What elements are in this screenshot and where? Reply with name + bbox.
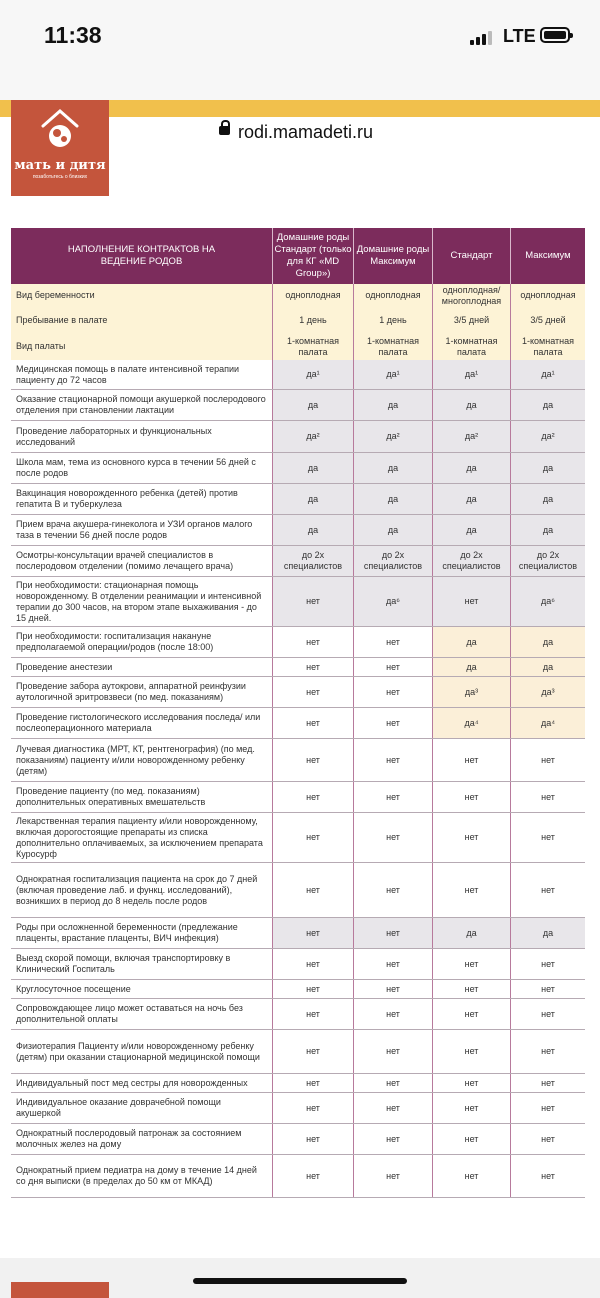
row-value: 1 день <box>353 307 432 333</box>
row-value: нет <box>510 949 585 979</box>
row-label: При необходимости: стационарная помощь новорожденному. В отделении реанимации и интенсивной терапии до 300 часов, на втором этапе выхаживания - до 15 дней. <box>16 579 262 623</box>
row-value: нет <box>510 739 585 781</box>
table-header <box>11 228 585 284</box>
row-label: Однократный послеродовый патронаж за состоянием молочных желез на дому <box>16 1128 242 1149</box>
table-row <box>11 484 585 515</box>
row-value: нет <box>272 1030 353 1073</box>
row-value: нет <box>432 980 510 998</box>
row-value: нет <box>272 999 353 1029</box>
row-value: нет <box>272 627 353 657</box>
table-body <box>11 284 585 1198</box>
row-value: 3/5 дней <box>510 307 585 333</box>
row-value: нет <box>432 1074 510 1092</box>
row-value: нет <box>272 677 353 707</box>
header-cell: Максимум <box>510 228 585 284</box>
row-value: нет <box>272 949 353 979</box>
row-value: нет <box>272 863 353 917</box>
row-value: да <box>353 390 432 420</box>
table-row <box>11 421 585 453</box>
row-value: да¹ <box>272 360 353 389</box>
home-indicator[interactable] <box>193 1278 407 1284</box>
row-value: нет <box>510 1074 585 1092</box>
table-row <box>11 307 585 333</box>
row-value: 1-комнатная палата <box>432 333 510 360</box>
row-value: нет <box>432 1155 510 1197</box>
row-value: да <box>353 515 432 545</box>
row-value: нет <box>353 782 432 812</box>
row-label: Проведение пациенту (по мед. показаниям) дополнительных оперативных вмешательств <box>16 786 206 807</box>
row-value: да <box>432 918 510 948</box>
row-value: нет <box>353 1093 432 1123</box>
row-label: Прием врача акушера-гинеколога и УЗИ органов малого таза в течении 56 дней после родов <box>16 519 253 540</box>
table-row <box>11 980 585 999</box>
row-label: Индивидуальный пост мед сестры для новорожденных <box>16 1077 248 1088</box>
logo[interactable] <box>11 100 109 196</box>
row-value: да <box>272 453 353 483</box>
row-value: да² <box>432 421 510 452</box>
row-value: нет <box>432 577 510 626</box>
row-label: Однократная госпитализация пациента на срок до 7 дней (включая проведение лаб. и функц. исследований), возникших в период до 8 недель после родов <box>16 873 258 906</box>
table-row <box>11 1155 585 1198</box>
row-value: да <box>432 658 510 676</box>
table-row <box>11 1093 585 1124</box>
table-row <box>11 677 585 708</box>
row-value: нет <box>510 980 585 998</box>
row-value: нет <box>272 1155 353 1197</box>
table-row <box>11 627 585 658</box>
table-row <box>11 1074 585 1093</box>
row-value: да <box>353 453 432 483</box>
table-row <box>11 813 585 863</box>
table-row <box>11 333 585 360</box>
row-value: нет <box>510 1030 585 1073</box>
row-value: да <box>272 515 353 545</box>
table-row <box>11 739 585 782</box>
row-value: да¹ <box>510 360 585 389</box>
row-label: Роды при осложненной беременности (предлежание плаценты, врастание плаценты, ВИЧ инфекция) <box>16 922 238 943</box>
row-value: да <box>353 484 432 514</box>
row-value: нет <box>353 1124 432 1154</box>
row-value: до 2х специалистов <box>272 546 353 576</box>
house-heart-icon <box>39 106 81 156</box>
row-value: да <box>432 390 510 420</box>
row-value: нет <box>272 1074 353 1092</box>
row-value: 1-комнатная палата <box>272 333 353 360</box>
header-cell: Домашние роды Максимум <box>353 228 432 284</box>
row-label: Однократный прием педиатра на дому в течение 14 дней со дня выписки (в пределах до 50 км от МКАД) <box>16 1165 257 1186</box>
row-label: Выезд скорой помощи, включая транспортировку в Клинический Госпиталь <box>16 953 231 974</box>
logo-footer <box>11 1282 109 1298</box>
row-value: нет <box>510 782 585 812</box>
row-value: да <box>510 390 585 420</box>
row-value: да¹ <box>353 360 432 389</box>
row-value: да³ <box>432 677 510 707</box>
row-value: нет <box>510 1093 585 1123</box>
row-value: нет <box>353 999 432 1029</box>
row-value: да⁴ <box>510 708 585 738</box>
row-value: нет <box>353 658 432 676</box>
row-value: нет <box>353 863 432 917</box>
row-value: да <box>272 484 353 514</box>
row-value: нет <box>432 813 510 862</box>
row-value: да <box>432 515 510 545</box>
row-label: Проведение лабораторных и функциональных исследований <box>16 425 212 447</box>
row-value: 3/5 дней <box>432 307 510 333</box>
row-label: Лучевая диагностика (МРТ, КТ, рентгенография) (по мед. показаниям) пациенту и/или новорожденному ребенку (детям) <box>16 743 255 776</box>
row-value: 1 день <box>272 307 353 333</box>
row-value: да <box>272 390 353 420</box>
table-row <box>11 453 585 484</box>
table-row <box>11 360 585 390</box>
table-row <box>11 515 585 546</box>
row-value: да <box>510 515 585 545</box>
row-label: Оказание стационарной помощи акушеркой послеродового отделения при становлении лактации <box>16 394 266 415</box>
network-label: LTE <box>503 26 536 46</box>
row-value: нет <box>353 1074 432 1092</box>
row-value: да <box>432 453 510 483</box>
row-value: да <box>432 484 510 514</box>
row-value: до 2х специалистов <box>510 546 585 576</box>
row-value: нет <box>510 1155 585 1197</box>
row-value: да² <box>510 421 585 452</box>
row-label: Круглосуточное посещение <box>16 983 131 994</box>
table-row <box>11 1030 585 1074</box>
row-value: нет <box>272 658 353 676</box>
table-row <box>11 918 585 949</box>
row-value: нет <box>272 782 353 812</box>
row-value: нет <box>353 813 432 862</box>
row-value: да <box>510 627 585 657</box>
row-value: нет <box>353 1155 432 1197</box>
header-cell: Стандарт <box>432 228 510 284</box>
row-value: нет <box>272 1093 353 1123</box>
row-label: Проведение анестезии <box>16 661 113 672</box>
row-value: да <box>510 453 585 483</box>
row-value: нет <box>353 980 432 998</box>
row-label: Школа мам, тема из основного курса в течении 56 дней с после родов <box>16 457 256 478</box>
row-value: да⁴ <box>432 708 510 738</box>
row-label: Вид беременности <box>11 284 272 307</box>
row-value: нет <box>432 782 510 812</box>
table-row <box>11 782 585 813</box>
table-row <box>11 949 585 980</box>
row-value: нет <box>272 577 353 626</box>
row-label: Индивидуальное оказание доврачебной помощи акушеркой <box>16 1097 221 1118</box>
row-value: нет <box>353 739 432 781</box>
table-row <box>11 658 585 677</box>
row-value: одноплодная <box>272 284 353 307</box>
row-value: нет <box>432 999 510 1029</box>
battery-icon <box>540 27 570 43</box>
row-label: Медицинская помощь в палате интенсивной терапии пациенту до 72 часов <box>16 363 240 385</box>
row-value: да² <box>272 421 353 452</box>
row-value: да³ <box>510 677 585 707</box>
row-value: нет <box>272 813 353 862</box>
row-value: до 2х специалистов <box>432 546 510 576</box>
table-row <box>11 577 585 627</box>
row-value: нет <box>510 999 585 1029</box>
row-value: нет <box>510 813 585 862</box>
row-value: да <box>432 627 510 657</box>
table-row <box>11 708 585 739</box>
header-cell: Домашние роды Стандарт (только для КГ «MD Group») <box>272 228 353 284</box>
row-label: Пребывание в палате <box>11 307 272 333</box>
status-bar <box>0 0 600 58</box>
logo-name: мать и дитя <box>14 158 106 173</box>
row-value: одноплодная/ многоплодная <box>432 284 510 307</box>
row-value: да <box>510 484 585 514</box>
url-text[interactable]: rodi.mamadeti.ru <box>238 122 374 142</box>
row-value: нет <box>353 708 432 738</box>
row-value: одноплодная <box>510 284 585 307</box>
row-value: да <box>510 918 585 948</box>
row-label: При необходимости: госпитализация накануне предполагаемой операции/родов (после 18:00) <box>16 631 214 652</box>
row-value: нет <box>272 918 353 948</box>
row-value: нет <box>353 677 432 707</box>
row-value: до 2х специалистов <box>353 546 432 576</box>
row-value: нет <box>353 949 432 979</box>
row-label: Лекарственная терапия пациенту и/или новорожденному, включая дорогостоящие препараты из списка дополнительно оплачиваемых, за исключением препарата Куросурф <box>16 815 263 859</box>
row-label: Вид палаты <box>11 333 272 360</box>
header-cell: НАПОЛНЕНИЕ КОНТРАКТОВ НА ВЕДЕНИЕ РОДОВ <box>67 244 216 267</box>
row-value: да⁶ <box>510 577 585 626</box>
row-label: Проведение забора аутокрови, аппаратной реинфузии аутологичной эритровзвеси (по мед. показаниям) <box>16 681 246 702</box>
table-row <box>11 390 585 421</box>
row-label: Осмотры-консультации врачей специалистов в послеродовом отделении (помимо лечащего врача) <box>16 550 234 571</box>
row-value: нет <box>432 739 510 781</box>
row-value: да¹ <box>432 360 510 389</box>
row-value: нет <box>432 1093 510 1123</box>
row-value: нет <box>353 1030 432 1073</box>
row-value: да⁶ <box>353 577 432 626</box>
clock: 11:38 <box>44 22 102 48</box>
row-value: нет <box>432 949 510 979</box>
address-bar[interactable] <box>0 58 600 142</box>
row-value: да <box>510 658 585 676</box>
contracts-table <box>11 228 585 1198</box>
row-label: Сопровождающее лицо может оставаться на ночь без дополнительной оплаты <box>16 1003 243 1024</box>
table-row <box>11 863 585 918</box>
row-value: нет <box>510 863 585 917</box>
logo-slogan: позаботьтесь о близких <box>32 174 88 180</box>
row-value: нет <box>432 1030 510 1073</box>
row-value: да² <box>353 421 432 452</box>
row-label: Вакцинация новорожденного ребенка (детей) против гепатита В и туберкулеза <box>16 488 238 509</box>
row-value: 1-комнатная палата <box>353 333 432 360</box>
row-label: Проведение гистологического исследования последа/ или послеоперационного материала <box>16 712 261 733</box>
row-value: нет <box>272 980 353 998</box>
row-value: нет <box>272 739 353 781</box>
row-value: нет <box>432 1124 510 1154</box>
lock-icon <box>219 126 230 135</box>
row-label: Физиотерапия Пациенту и/или новорожденному ребенку (детям) при оказании стационарной медицинской помощи <box>16 1040 260 1062</box>
row-value: нет <box>353 627 432 657</box>
row-value: нет <box>432 863 510 917</box>
table-row <box>11 546 585 577</box>
signal-icon <box>470 29 494 45</box>
row-value: нет <box>353 918 432 948</box>
table-row <box>11 999 585 1030</box>
row-value: одноплодная <box>353 284 432 307</box>
row-value: нет <box>510 1124 585 1154</box>
row-value: 1-комнатная палата <box>510 333 585 360</box>
row-value: нет <box>272 1124 353 1154</box>
table-row <box>11 284 585 307</box>
table-row <box>11 1124 585 1155</box>
row-value: нет <box>272 708 353 738</box>
